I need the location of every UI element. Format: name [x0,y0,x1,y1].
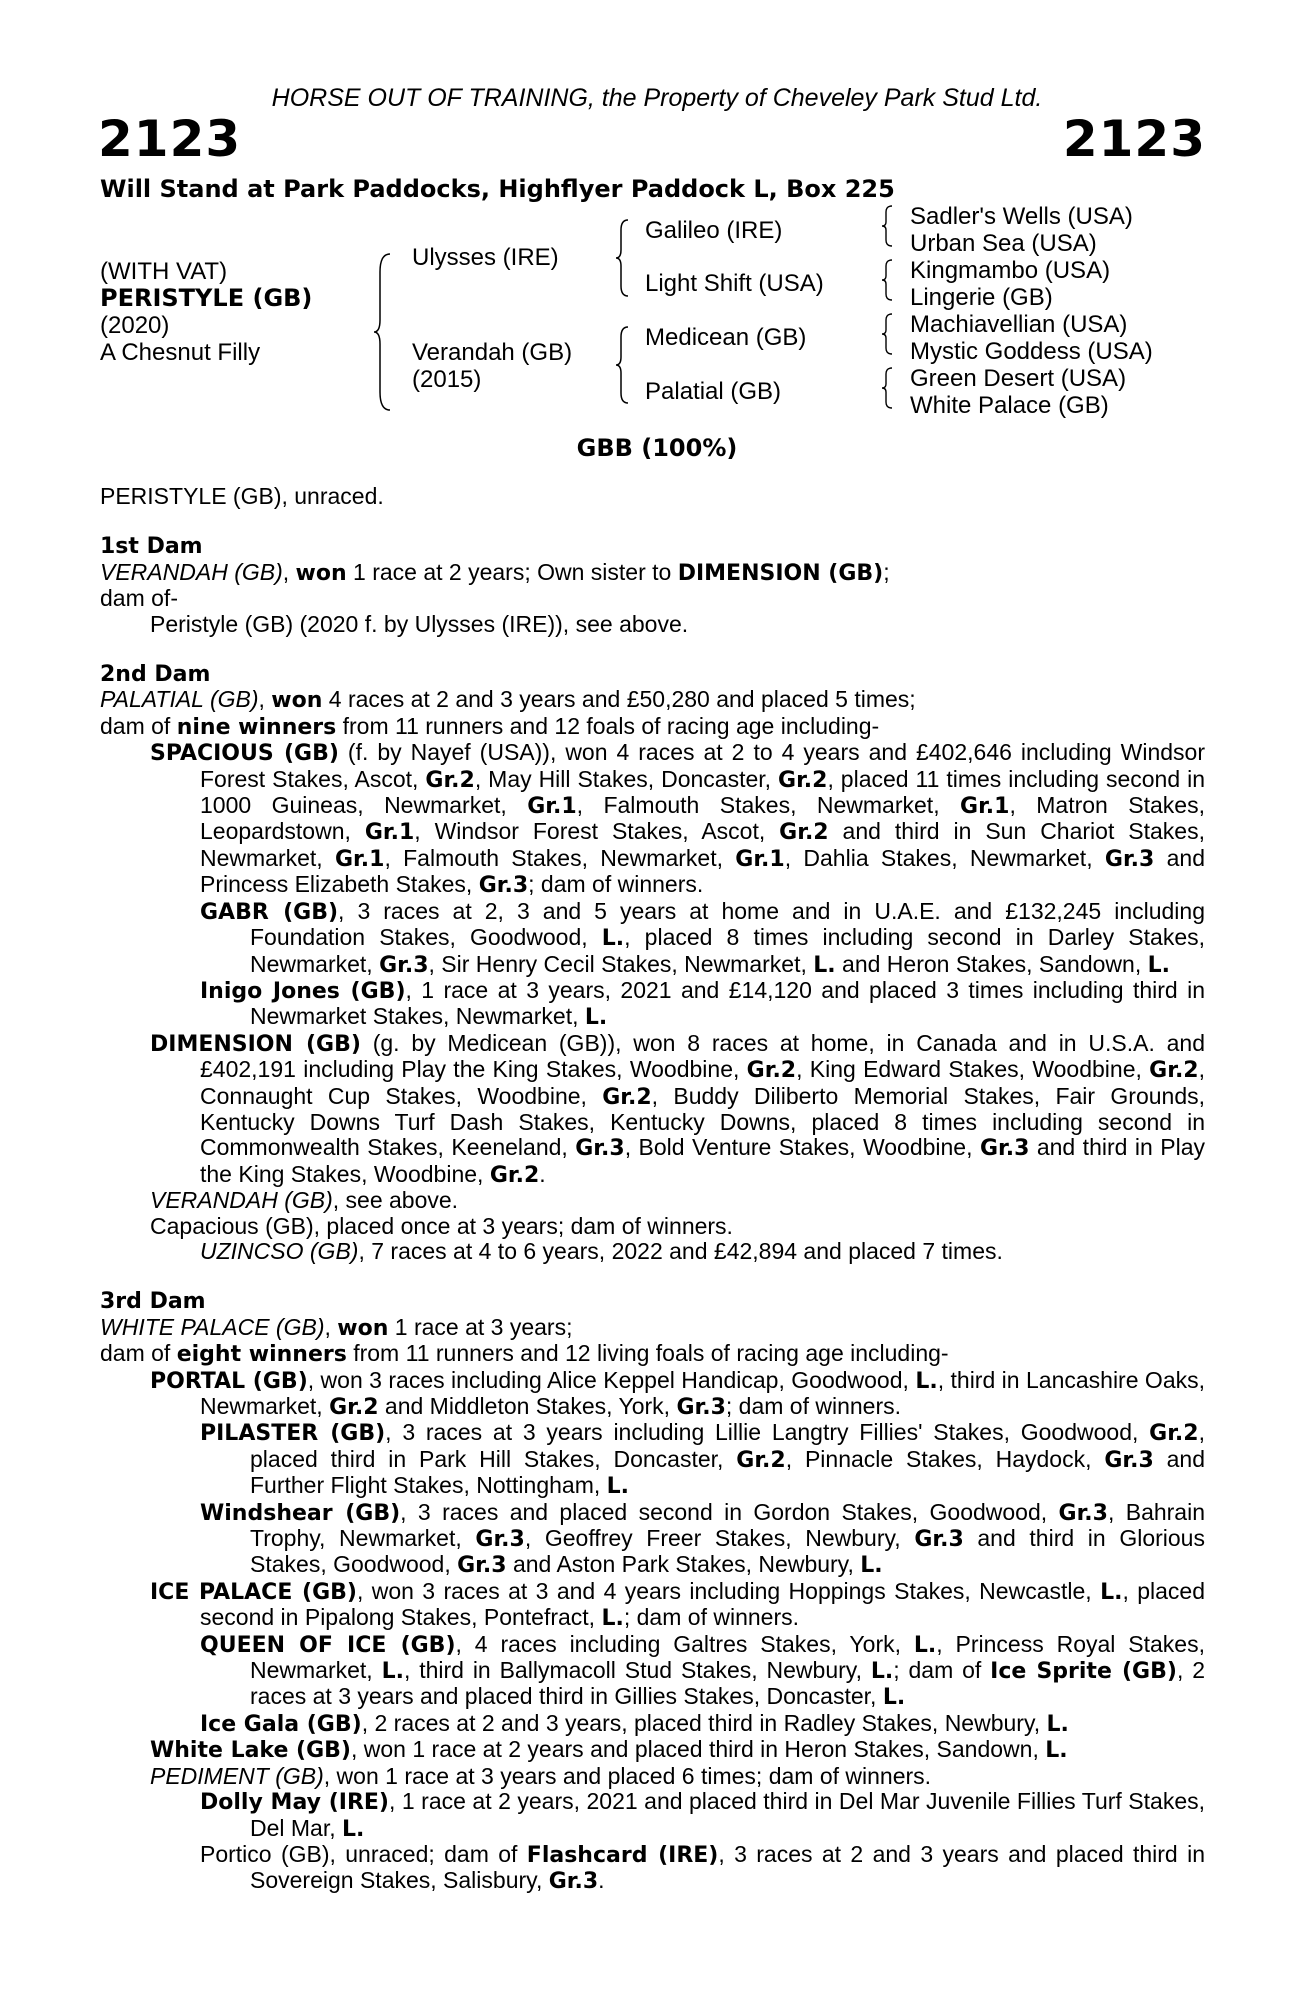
second-dam-line: PALATIAL (GB), won 4 races at 2 and 3 years and £50,280 and placed 5 times; [100,686,916,714]
intro-line: PERISTYLE (GB), unraced. [100,483,384,509]
sire-sire-dam: Urban Sea (USA) [910,230,1097,257]
entry-ice-palace: ICE PALACE (GB), won 3 races at 3 and 4 years including Hoppings Stakes, Newcastle, L., placed second in Pipalong Stakes, Pontefract, L.; dam of winners. [150,1577,1205,1632]
entry-uzincso: UZINCSO (GB), 7 races at 4 to 6 years, 2022 and £42,894 and placed 7 times. [200,1237,1003,1264]
brace-sire [614,218,632,298]
dam-dam: Palatial (GB) [645,378,782,405]
page-header-title: HORSE OUT OF TRAINING, the Property of Cheveley Park Stud Ltd. [271,84,1043,112]
entry-gabr: GABR (GB), 3 races at 2, 3 and 5 years at home and in U.A.E. and £132,245 including Foundation Stakes, Goodwood, L., placed 8 times including second in Darley Stakes, Newmarket, Gr.3, Sir Henry Cecil Stakes, Newmarket, L. and Heron Stakes, Sandown, L. [200,897,1205,978]
entry-portico: Portico (GB), unraced; dam of Flashcard (IRE), 3 races at 2 and 3 years and placed third in Sovereign Stakes, Salisbury, Gr.3. [200,1840,1205,1895]
first-dam-heading: 1st Dam [100,534,203,560]
entry-pediment: PEDIMENT (GB), won 1 race at 3 years and placed 6 times; dam of winners. [150,1762,932,1789]
catalogue-body [100,484,1205,1895]
entry-dimension: DIMENSION (GB) (g. by Medicean (GB)), won 8 races at home, in Canada and in U.S.A. and £402,191 including Play the King Stakes, Woodbine, Gr.2, King Edward Stakes, Woodbine, Gr.2, Connaught Cup Stakes, Woodbine, Gr.2, Buddy Diliberto Memorial Stakes, Fair Grounds, Kentucky Downs Turf Dash Stakes, Kentucky Downs, placed 8 times including second in Commonwealth Stakes, Keeneland, Gr.3, Bold Venture Stakes, Woodbine, Gr.3 and third in Play the King Stakes, Woodbine, Gr.2. [150,1029,1205,1188]
first-dam-line: VERANDAH (GB), won 1 race at 2 years; Own sister to DIMENSION (GB); [100,558,890,586]
sire-dam-sire: Kingmambo (USA) [910,257,1111,284]
horse-description: A Chesnut Filly [100,339,261,366]
dam-year: (2015) [412,366,482,393]
sire-dam-dam: Lingerie (GB) [910,284,1053,311]
horse-name: PERISTYLE (GB) [100,284,313,312]
dam-dam-dam: White Palace (GB) [910,392,1109,419]
entry-inigo-jones: Inigo Jones (GB), 1 race at 3 years, 2021 and £14,120 and placed 3 times including third in Newmarket Stakes, Newmarket, L. [200,976,1205,1031]
sire: Ulysses (IRE) [412,244,559,271]
first-dam-foal: Peristyle (GB) (2020 f. by Ulysses (IRE)), see above. [150,610,689,637]
lot-number-right: 2123 [1062,110,1206,168]
entry-capacious: Capacious (GB), placed once at 3 years; dam of winners. [150,1212,733,1239]
dam-sire: Medicean (GB) [645,324,807,351]
sire-sire: Galileo (IRE) [645,217,783,244]
entry-dolly-may: Dolly May (IRE), 1 race at 2 years, 2021 and placed third in Del Mar Juvenile Fillies Turf Stakes, Del Mar, L. [200,1788,1205,1842]
entry-pilaster: PILASTER (GB), 3 races at 3 years including Lillie Langtry Fillies' Stakes, Goodwood, Gr.2, placed third in Park Hill Stakes, Doncaster, Gr.2, Pinnacle Stakes, Haydock, Gr.3 and Further Flight Stakes, Nottingham, L. [200,1419,1205,1500]
dam: Verandah (GB) [412,339,573,366]
third-dam-heading: 3rd Dam [100,1289,206,1315]
dam-sire-sire: Machiavellian (USA) [910,311,1128,338]
entry-ice-gala: Ice Gala (GB), 2 races at 2 and 3 years, placed third in Radley Stakes, Newbury, L. [200,1709,1069,1737]
brace-gen3 [880,204,896,416]
vat-note: (WITH VAT) [100,258,228,285]
entry-queen-of-ice: QUEEN OF ICE (GB), 4 races including Galtres Stakes, York, L., Princess Royal Stakes, Newmarket, L., third in Ballymacoll Stud Stakes, Newbury, L.; dam of Ice Sprite (GB), 2 races at 3 years and placed third in Gillies Stakes, Doncaster, L. [200,1630,1205,1711]
entry-windshear: Windshear (GB), 3 races and placed second in Gordon Stakes, Goodwood, Gr.3, Bahrain Trophy, Newmarket, Gr.3, Geoffrey Freer Stakes, Newbury, Gr.3 and third in Glorious Stakes, Goodwood, Gr.3 and Aston Park Stakes, Newbury, L. [200,1498,1206,1579]
horse-year: (2020) [100,312,170,339]
lot-number-left: 2123 [98,110,242,168]
third-dam-damof: dam of eight winners from 11 runners and 12 living foals of racing age including- [100,1340,949,1368]
entry-spacious: SPACIOUS (GB) (f. by Nayef (USA)), won 4 races at 2 to 4 years and £402,646 including Windsor Forest Stakes, Ascot, Gr.2, May Hill Stakes, Doncaster, Gr.2, placed 11 times including second in 1000 Guineas, Newmarket, Gr.1, Falmouth Stakes, Newmarket, Gr.1, Matron Stakes, Leopardstown, Gr.1, Windsor Forest Stakes, Ascot, Gr.2 and third in Sun Chariot Stakes, Newmarket, Gr.1, Falmouth Stakes, Newmarket, Gr.1, Dahlia Stakes, Newmarket, Gr.3 and Princess Elizabeth Stakes, Gr.3; dam of winners. [150,739,1206,899]
third-dam-line: WHITE PALACE (GB), won 1 race at 3 years; [100,1313,573,1341]
sire-sire-sire: Sadler's Wells (USA) [910,203,1133,230]
sire-dam: Light Shift (USA) [645,270,824,297]
dam-dam-sire: Green Desert (USA) [910,365,1127,392]
stand-location: Will Stand at Park Paddocks, Highflyer Paddock L, Box 225 [100,175,895,203]
first-dam-damof: dam of- [100,585,178,612]
entry-verandah: VERANDAH (GB), see above. [150,1187,459,1214]
second-dam-heading: 2nd Dam [100,662,211,688]
brace-dam [614,325,632,405]
dam-sire-dam: Mystic Goddess (USA) [910,338,1153,365]
brace-gen1 [372,252,394,412]
entry-white-lake: White Lake (GB), won 1 race at 2 years and placed third in Heron Stakes, Sandown, L. [150,1736,1068,1764]
breeding-code: GBB (100%) [576,434,738,462]
entry-portal: PORTAL (GB), won 3 races including Alice Keppel Handicap, Goodwood, L., third in Lancashire Oaks, Newmarket, Gr.2 and Middleton Stakes, York, Gr.3; dam of winners. [150,1366,1205,1420]
second-dam-damof: dam of nine winners from 11 runners and 12 foals of racing age including- [100,712,880,740]
